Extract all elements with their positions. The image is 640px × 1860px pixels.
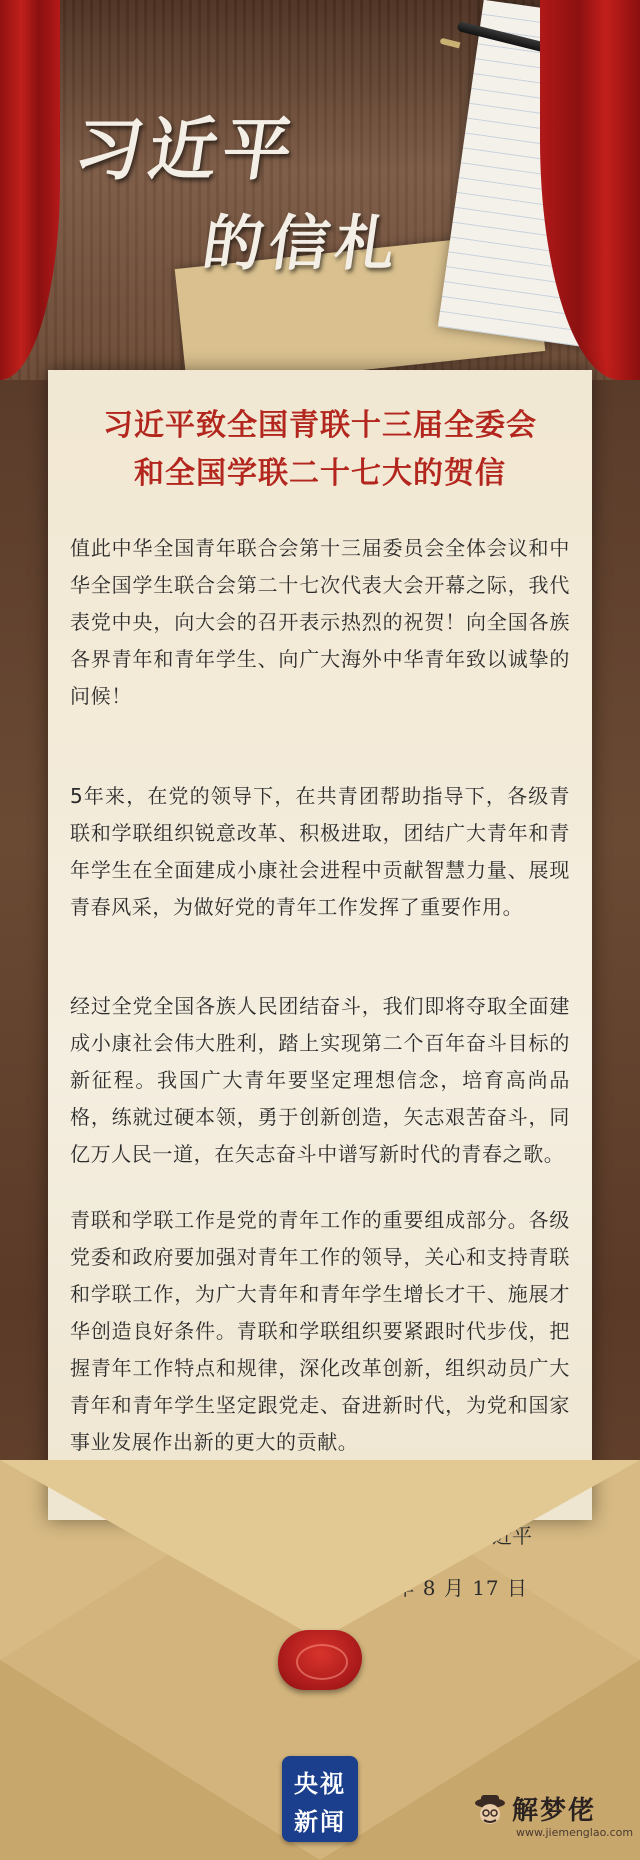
letter-paper xyxy=(48,370,592,1600)
letter-paragraph-1: 值此中华全国青年联合会第十三届委员会全体会议和中华全国学生联合会第二十七次代表大会开幕之际，我代表党中央，向大会的召开表示热烈的祝贺！向全国各族各界青年和青年学生、向广大海外中华青年致以诚挚的问候！ xyxy=(70,536,570,708)
watermark-url: www.jiemenglao.com xyxy=(516,1826,634,1839)
curtain-left xyxy=(0,0,60,380)
pen-nib xyxy=(440,38,461,49)
calligraphy-line2: 的信札 xyxy=(198,209,407,279)
letter-paragraph-4: 青联和学联工作是党的青年工作的重要组成部分。各级党委和政府要加强对青年工作的领导，关心和支持青联和学联工作，为广大青年和青年学生增长才干、施展才华创造良好条件。青联和学联组织要紧跟时代步伐，把握青年工作特点和规律，深化改革创新，组织动员广大青年和青年学生坚定跟党走、奋进新时代，为党和国家事业发展作出新的更大的贡献。 xyxy=(70,1208,570,1454)
detective-icon xyxy=(470,1790,510,1830)
logo-line1: 央视 xyxy=(294,1770,346,1798)
letter-signature: 习近平 xyxy=(472,1524,532,1548)
letter-title-line1: 习近平致全国青联十三届全委会 xyxy=(103,408,537,443)
wax-seal-icon xyxy=(278,1630,362,1690)
cctv-news-logo[interactable] xyxy=(282,1756,358,1842)
watermark xyxy=(470,1790,640,1860)
watermark-text: 解梦佬 xyxy=(512,1796,597,1826)
header-calligraphy xyxy=(69,96,456,286)
letter-title-line2: 和全国学联二十七大的贺信 xyxy=(134,456,506,491)
letter-paragraph-3: 经过全党全国各族人民团结奋斗，我们即将夺取全面建成小康社会伟大胜利，踏上实现第二个百年奋斗目标的新征程。我国广大青年要坚定理想信念，培育高尚品格，练就过硬本领，勇于创新创造，矢志艰苦奋斗，同亿万人民一道，在矢志奋斗中谱写新时代的青春之歌。 xyxy=(70,994,570,1166)
calligraphy-line1: 习近平 xyxy=(69,110,303,190)
envelope-flap xyxy=(0,1460,640,1640)
header-banner xyxy=(0,0,640,380)
letter-date: 2020 年 8 月 17 日 xyxy=(332,1576,528,1600)
letter-paragraph-2: 5年来，在党的领导下，在共青团帮助指导下，各级青联和学联组织锐意改革、积极进取，团结广大青年和青年学生在全面建成小康社会进程中贡献智慧力量、展现青春风采，为做好党的青年工作发挥了重要作用。 xyxy=(70,784,570,919)
logo-line2: 新闻 xyxy=(294,1808,346,1836)
